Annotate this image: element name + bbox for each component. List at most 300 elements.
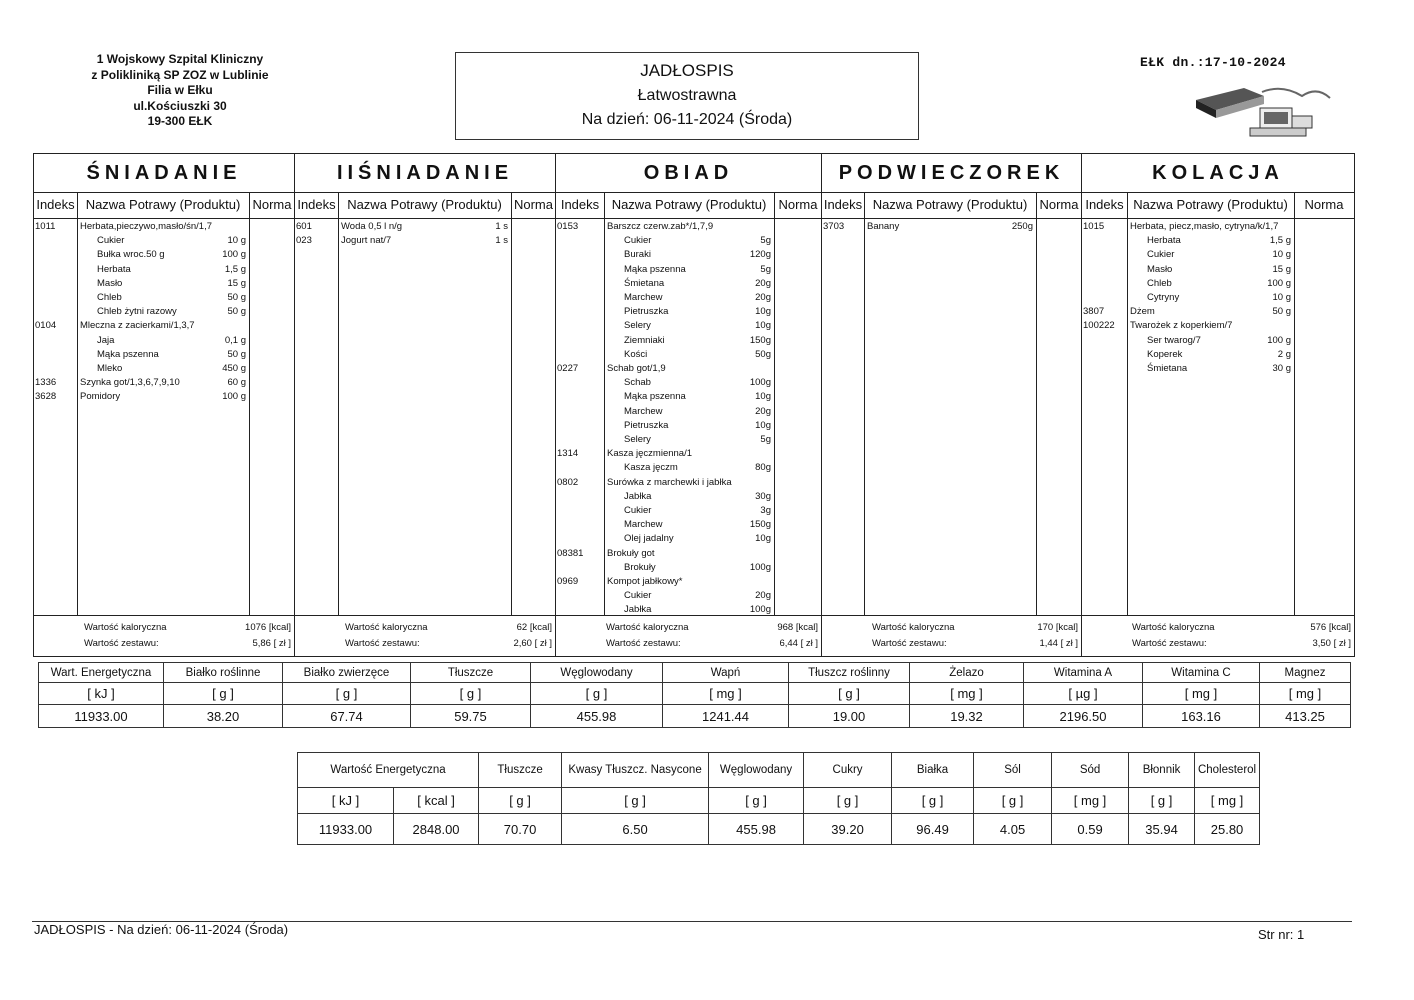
meal-item-row	[556, 476, 821, 490]
name-header: Nazwa Potrawy (Produktu)	[872, 197, 1028, 212]
meal-item-row	[1082, 305, 1354, 319]
cost-label: Wartość zestawu:	[1132, 638, 1207, 649]
meal-item-row	[556, 263, 821, 277]
item-quantity: 10 g	[227, 235, 246, 247]
meal-item-row	[556, 220, 821, 234]
ingredient-name: Śmietana	[624, 277, 665, 289]
nutrient-header: Węglowodany	[709, 753, 804, 788]
nutrient-header: Witamina C	[1143, 663, 1260, 683]
nutrient-header: Tłuszcze	[479, 753, 562, 788]
calorie-label: Wartość kaloryczna	[84, 622, 167, 633]
cost-value: 5,86 [ zł ]	[252, 638, 291, 649]
item-index: 0969	[557, 576, 579, 587]
calorie-value: 576 [kcal]	[1310, 622, 1351, 633]
nutrient-value: 2848.00	[394, 814, 479, 845]
nutrient-unit: [ g ]	[1129, 788, 1195, 814]
nutrient-unit: [ g ]	[709, 788, 804, 814]
dish-name: Brokuły got	[607, 547, 655, 559]
ingredient-name: Chleb	[1147, 277, 1172, 289]
meal-title: ŚNIADANIE	[34, 154, 294, 193]
title-box	[455, 52, 919, 140]
item-index: 3703	[823, 221, 845, 232]
norm-header: Norma	[1039, 197, 1079, 212]
ingredient-name: Ser twarog/7	[1147, 334, 1201, 346]
meal-item-row	[556, 504, 821, 518]
ingredient-name: Bułka wroc.50 g	[97, 249, 165, 261]
nutrient-value: 11933.00	[39, 705, 164, 728]
item-quantity: 1 s	[495, 235, 508, 247]
meal-item-row	[1082, 348, 1354, 362]
nutrient-unit: [ g ]	[283, 683, 411, 705]
books-computer-logo	[1192, 82, 1332, 145]
item-quantity: 50 g	[227, 348, 246, 360]
norm-header: Norma	[778, 197, 818, 212]
calorie-label: Wartość kaloryczna	[1132, 622, 1215, 633]
meal-items	[1082, 218, 1354, 616]
cost-label: Wartość zestawu:	[872, 638, 947, 649]
nutrient-unit-row	[298, 788, 1260, 814]
ingredient-name: Cukier	[97, 235, 125, 247]
meal-items	[556, 218, 821, 616]
index-header: Indeks	[823, 197, 863, 212]
meal-item-row	[34, 263, 294, 277]
column-header-row	[556, 192, 821, 219]
item-index: 0227	[557, 363, 579, 374]
item-quantity: 15 g	[227, 277, 246, 289]
nutrient-header: Witamina A	[1024, 663, 1143, 683]
nutrient-unit: [ kJ ]	[298, 788, 394, 814]
item-quantity: 100g	[749, 604, 771, 616]
nutrient-unit: [ g ]	[531, 683, 663, 705]
meal-item-row	[556, 547, 821, 561]
ingredient-name: Schab	[624, 377, 651, 389]
meal-summary	[34, 615, 294, 656]
meal-summary	[295, 615, 555, 656]
norm-header: Norma	[513, 197, 553, 212]
item-index: 0104	[35, 320, 57, 332]
item-quantity: 120g	[749, 249, 771, 261]
item-quantity: 5g	[760, 263, 771, 275]
ingredient-name: Cukier	[624, 235, 652, 247]
nutrient-unit: [ kcal ]	[394, 788, 479, 814]
meal-title: PODWIECZOREK	[822, 154, 1081, 193]
item-quantity: 50 g	[227, 292, 246, 303]
meal-item-row	[34, 277, 294, 291]
nutrient-value: 4.05	[974, 814, 1052, 845]
nutrient-unit: [ kJ ]	[39, 683, 164, 705]
nutrient-table-secondary	[297, 752, 1260, 845]
meal-summary	[822, 615, 1081, 656]
meal-column	[34, 154, 295, 656]
calorie-value: 1076 [kcal]	[245, 622, 291, 633]
item-quantity: 30g	[755, 490, 771, 502]
ingredient-name: Jaja	[97, 334, 115, 346]
cost-value: 1,44 [ zł ]	[1039, 638, 1078, 649]
ingredient-name: Mleko	[97, 363, 123, 374]
nutrient-header: Tłuszcze	[411, 663, 531, 683]
cost-value: 3,50 [ zł ]	[1312, 638, 1351, 649]
nutrient-unit: [ µg ]	[1024, 683, 1143, 705]
item-quantity: 450 g	[222, 363, 246, 374]
ingredient-name: Selery	[624, 320, 651, 332]
nutrient-unit: [ g ]	[164, 683, 283, 705]
ingredient-name: Selery	[624, 434, 651, 445]
nutrient-value: 6.50	[562, 814, 709, 845]
item-quantity: 100 g	[1267, 277, 1291, 289]
meal-item-row	[1082, 248, 1354, 262]
ingredient-name: Herbata	[97, 263, 131, 275]
meal-item-row	[1082, 220, 1354, 234]
item-index: 1314	[557, 448, 579, 460]
item-index: 0802	[557, 476, 579, 488]
nutrient-header: Błonnik	[1129, 753, 1195, 788]
calorie-value: 968 [kcal]	[777, 622, 818, 633]
calorie-label: Wartość kaloryczna	[872, 622, 955, 633]
meal-item-row	[556, 277, 821, 291]
nutrient-value: 70.70	[479, 814, 562, 845]
meal-column	[295, 154, 556, 656]
dish-name: Twarożek z koperkiem/7	[1130, 320, 1233, 332]
item-quantity: 10g	[755, 391, 771, 403]
meal-item-row	[34, 376, 294, 390]
meal-items	[295, 218, 555, 616]
cost-label: Wartość zestawu:	[345, 638, 420, 649]
name-header: Nazwa Potrawy (Produktu)	[1133, 197, 1288, 212]
dish-name: Szynka got/1,3,6,7,9,10	[80, 377, 180, 389]
meal-item-row	[34, 234, 294, 248]
item-quantity: 10g	[755, 419, 771, 431]
meal-item-row	[34, 291, 294, 305]
dish-name: Pomidory	[80, 391, 121, 403]
ingredient-name: Pietruszka	[624, 419, 669, 431]
nutrient-header: Węglowodany	[531, 663, 663, 683]
item-quantity: 50 g	[227, 306, 246, 318]
item-quantity: 20g	[755, 405, 771, 417]
ingredient-name: Cytryny	[1147, 292, 1180, 303]
nutrient-header-row	[298, 753, 1260, 788]
item-index: 601	[296, 221, 312, 232]
nutrient-header: Sód	[1052, 753, 1129, 788]
meal-item-row	[556, 248, 821, 262]
calorie-label: Wartość kaloryczna	[345, 622, 428, 633]
item-index: 023	[296, 235, 312, 247]
dish-name: Kompot jabłkowy*	[607, 576, 683, 587]
meal-item-row	[1082, 362, 1354, 376]
meal-column	[556, 154, 822, 656]
meal-item-row	[295, 234, 555, 248]
meal-item-row	[556, 518, 821, 532]
index-header: Indeks	[560, 197, 600, 212]
meal-item-row	[822, 220, 1081, 234]
meal-item-row	[556, 376, 821, 390]
item-quantity: 1 s	[495, 221, 508, 232]
item-quantity: 2 g	[1277, 348, 1291, 360]
item-index: 1015	[1083, 221, 1105, 232]
ingredient-name: Jabłka	[624, 490, 652, 502]
calorie-value: 170 [kcal]	[1037, 622, 1078, 633]
name-header: Nazwa Potrawy (Produktu)	[611, 197, 767, 212]
cost-label: Wartość zestawu:	[606, 638, 681, 649]
nutrient-value: 59.75	[411, 705, 531, 728]
item-quantity: 50 g	[1272, 306, 1291, 318]
page-number: Str nr: 1	[1258, 927, 1305, 942]
nutrient-value-row	[39, 705, 1351, 728]
meal-item-row	[556, 291, 821, 305]
item-index: 08381	[557, 547, 584, 559]
name-header: Nazwa Potrawy (Produktu)	[347, 197, 502, 212]
item-quantity: 10 g	[1272, 292, 1291, 303]
nutrient-value: 0.59	[1052, 814, 1129, 845]
nutrient-value: 455.98	[531, 705, 663, 728]
item-quantity: 20g	[755, 590, 771, 602]
dish-name: Mleczna z zacierkami/1,3,7	[80, 320, 195, 332]
meal-item-row	[556, 390, 821, 404]
dish-name: Banany	[867, 221, 900, 232]
ingredient-name: Ziemniaki	[624, 334, 665, 346]
item-quantity: 80g	[755, 462, 771, 474]
ingredient-name: Pietruszka	[624, 306, 669, 318]
item-quantity: 150g	[749, 519, 771, 531]
ingredient-name: Mąka pszenna	[97, 348, 159, 360]
meal-item-row	[34, 220, 294, 234]
meal-item-row	[556, 348, 821, 362]
dish-name: Barszcz czerw.zab*/1,7,9	[607, 221, 714, 232]
meal-item-row	[34, 248, 294, 262]
dish-name: Herbata,pieczywo,masło/śn/1,7	[80, 221, 213, 232]
ingredient-name: Brokuły	[624, 561, 656, 573]
meal-item-row	[556, 234, 821, 248]
meal-item-row	[1082, 277, 1354, 291]
cost-label: Wartość zestawu:	[84, 638, 159, 649]
item-quantity: 3g	[760, 505, 771, 516]
nutrient-unit: [ mg ]	[1143, 683, 1260, 705]
nutrient-unit: [ g ]	[789, 683, 910, 705]
nutrient-header: Cukry	[804, 753, 892, 788]
nutrient-value: 39.20	[804, 814, 892, 845]
item-quantity: 250g	[1011, 221, 1033, 232]
norm-header: Norma	[252, 197, 292, 212]
item-quantity: 15 g	[1272, 263, 1291, 275]
meal-item-row	[556, 461, 821, 475]
ingredient-name: Cukier	[624, 590, 652, 602]
meal-item-row	[34, 319, 294, 333]
item-quantity: 0,1 g	[224, 334, 246, 346]
nutrient-value: 11933.00	[298, 814, 394, 845]
meal-item-row	[556, 575, 821, 589]
nutrient-unit: [ mg ]	[663, 683, 789, 705]
nutrient-unit: [ g ]	[974, 788, 1052, 814]
meal-title: OBIAD	[556, 154, 821, 193]
hospital-line: ul.Kościuszki 30	[133, 98, 227, 113]
item-index: 100222	[1083, 320, 1115, 332]
meal-table	[33, 153, 1355, 657]
meal-column	[822, 154, 1082, 656]
hospital-line: 19-300 EŁK	[147, 114, 213, 128]
nutrient-header: Wartość Energetyczna	[298, 753, 479, 788]
meal-summary	[556, 615, 821, 656]
nutrient-value: 1241.44	[663, 705, 789, 728]
hospital-line: 1 Wojskowy Szpital Kliniczny	[96, 52, 264, 66]
meal-item-row	[295, 220, 555, 234]
meal-item-row	[556, 334, 821, 348]
item-quantity: 10g	[755, 533, 771, 545]
nutrient-value: 96.49	[892, 814, 974, 845]
item-index: 3628	[35, 391, 57, 403]
norm-header: Norma	[1304, 197, 1344, 212]
meal-item-row	[1082, 263, 1354, 277]
item-quantity: 1,5 g	[1269, 235, 1291, 247]
dish-name: Woda 0,5 l n/g	[341, 221, 403, 232]
nutrient-value: 19.32	[910, 705, 1024, 728]
nutrient-value: 413.25	[1260, 705, 1351, 728]
nutrient-header: Tłuszcz roślinny	[789, 663, 910, 683]
ingredient-name: Mąka pszenna	[624, 391, 686, 403]
nutrient-value: 19.00	[789, 705, 910, 728]
item-quantity: 30 g	[1272, 363, 1291, 374]
dish-name: Kasza jęczmienna/1	[607, 448, 693, 460]
nutrient-unit: [ g ]	[804, 788, 892, 814]
meal-item-row	[34, 305, 294, 319]
meal-item-row	[1082, 319, 1354, 333]
nutrient-unit: [ g ]	[892, 788, 974, 814]
item-quantity: 5g	[760, 235, 771, 247]
dish-name: Dżem	[1130, 306, 1155, 318]
footer-title: JADŁOSPIS - Na dzień: 06-11-2024 (Środa)	[34, 922, 289, 937]
nutrient-value: 2196.50	[1024, 705, 1143, 728]
hospital-address	[60, 52, 300, 130]
place-date: EŁK dn.:17-10-2024	[1140, 55, 1286, 70]
nutrient-unit: [ g ]	[479, 788, 562, 814]
nutrient-value: 35.94	[1129, 814, 1195, 845]
nutrient-unit-row	[39, 683, 1351, 705]
nutrient-unit: [ mg ]	[1052, 788, 1129, 814]
nutrient-header: Białko roślinne	[164, 663, 283, 683]
meal-item-row	[556, 532, 821, 546]
diet-name: Łatwostrawna	[637, 87, 737, 104]
meal-item-row	[556, 419, 821, 433]
item-quantity: 5g	[760, 434, 771, 445]
column-header-row	[295, 192, 555, 219]
item-quantity: 100 g	[1267, 334, 1291, 346]
ingredient-name: Herbata	[1147, 235, 1181, 247]
nutrient-table-primary	[38, 662, 1351, 728]
meal-title: IIŚNIADANIE	[295, 154, 555, 193]
item-quantity: 150g	[749, 334, 771, 346]
ingredient-name: Masło	[1147, 263, 1173, 275]
nutrient-value: 25.80	[1195, 814, 1260, 845]
cost-value: 2,60 [ zł ]	[513, 638, 552, 649]
nutrient-header: Cholesterol	[1195, 753, 1260, 788]
item-quantity: 10g	[755, 320, 771, 332]
meal-item-row	[34, 362, 294, 376]
ingredient-name: Cukier	[624, 505, 652, 516]
nutrient-value-row	[298, 814, 1260, 845]
index-header: Indeks	[1085, 197, 1124, 212]
item-quantity: 1,5 g	[224, 263, 246, 275]
item-index: 1011	[35, 221, 56, 232]
item-quantity: 100g	[749, 561, 771, 573]
nutrient-header: Sól	[974, 753, 1052, 788]
nutrient-value: 38.20	[164, 705, 283, 728]
item-quantity: 20g	[755, 277, 771, 289]
menu-date: Na dzień: 06-11-2024 (Środa)	[581, 111, 793, 128]
meal-item-row	[556, 433, 821, 447]
dish-name: Herbata, piecz,masło, cytryna/k/1,7	[1130, 221, 1279, 232]
meal-item-row	[556, 405, 821, 419]
dish-name: Schab got/1,9	[607, 363, 666, 374]
meal-item-row	[1082, 291, 1354, 305]
calorie-value: 62 [kcal]	[516, 622, 552, 633]
item-quantity: 100g	[749, 377, 771, 389]
ingredient-name: Śmietana	[1147, 363, 1188, 374]
ingredient-name: Olej jadalny	[624, 533, 674, 545]
item-index: 1336	[35, 377, 57, 389]
meal-item-row	[556, 490, 821, 504]
meal-item-row	[556, 589, 821, 603]
ingredient-name: Jabłka	[624, 604, 652, 616]
nutrient-unit: [ mg ]	[910, 683, 1024, 705]
nutrient-value: 163.16	[1143, 705, 1260, 728]
dish-name: Surówka z marchewki i jabłka	[607, 476, 732, 488]
meal-item-row	[556, 319, 821, 333]
column-header-row	[1082, 192, 1354, 219]
nutrient-header: Kwasy Tłuszcz. Nasycone	[562, 753, 709, 788]
item-quantity: 10 g	[1272, 249, 1291, 261]
nutrient-header: Żelazo	[910, 663, 1024, 683]
item-quantity: 100 g	[222, 249, 246, 261]
ingredient-name: Masło	[97, 277, 123, 289]
meal-title: KOLACJA	[1082, 154, 1354, 193]
meal-item-row	[556, 305, 821, 319]
ingredient-name: Marchew	[624, 519, 663, 531]
meal-item-row	[556, 362, 821, 376]
ingredient-name: Chleb	[97, 292, 122, 303]
meal-item-row	[1082, 234, 1354, 248]
column-header-row	[822, 192, 1081, 219]
ingredient-name: Koperek	[1147, 348, 1183, 360]
meal-item-row	[34, 334, 294, 348]
item-quantity: 20g	[755, 292, 771, 303]
ingredient-name: Kości	[624, 348, 648, 360]
meal-item-row	[34, 390, 294, 404]
nutrient-unit: [ mg ]	[1260, 683, 1351, 705]
meal-summary	[1082, 615, 1354, 656]
ingredient-name: Kasza jęczm	[624, 462, 678, 474]
name-header: Nazwa Potrawy (Produktu)	[85, 197, 241, 212]
nutrient-header-row	[39, 663, 1351, 683]
dish-name: Jogurt nat/7	[341, 235, 392, 247]
nutrient-header: Białko zwierzęce	[283, 663, 411, 683]
hospital-line: z Polikliniką SP ZOZ w Lublinie	[91, 67, 269, 82]
item-quantity: 10g	[755, 306, 771, 318]
nutrient-unit: [ mg ]	[1195, 788, 1260, 814]
column-header-row	[34, 192, 294, 219]
ingredient-name: Chleb żytni razowy	[97, 306, 177, 318]
nutrient-unit: [ g ]	[562, 788, 709, 814]
nutrient-value: 455.98	[709, 814, 804, 845]
calorie-label: Wartość kaloryczna	[606, 622, 689, 633]
item-index: 3807	[1083, 306, 1105, 318]
item-quantity: 50g	[755, 348, 771, 360]
ingredient-name: Cukier	[1147, 249, 1175, 261]
ingredient-name: Marchew	[624, 405, 663, 417]
meal-item-row	[556, 447, 821, 461]
ingredient-name: Marchew	[624, 292, 663, 303]
item-quantity: 60 g	[227, 377, 246, 389]
hospital-line: Filia w Ełku	[147, 83, 213, 97]
document-title: JADŁOSPIS	[640, 61, 734, 80]
meal-column	[1082, 154, 1354, 656]
